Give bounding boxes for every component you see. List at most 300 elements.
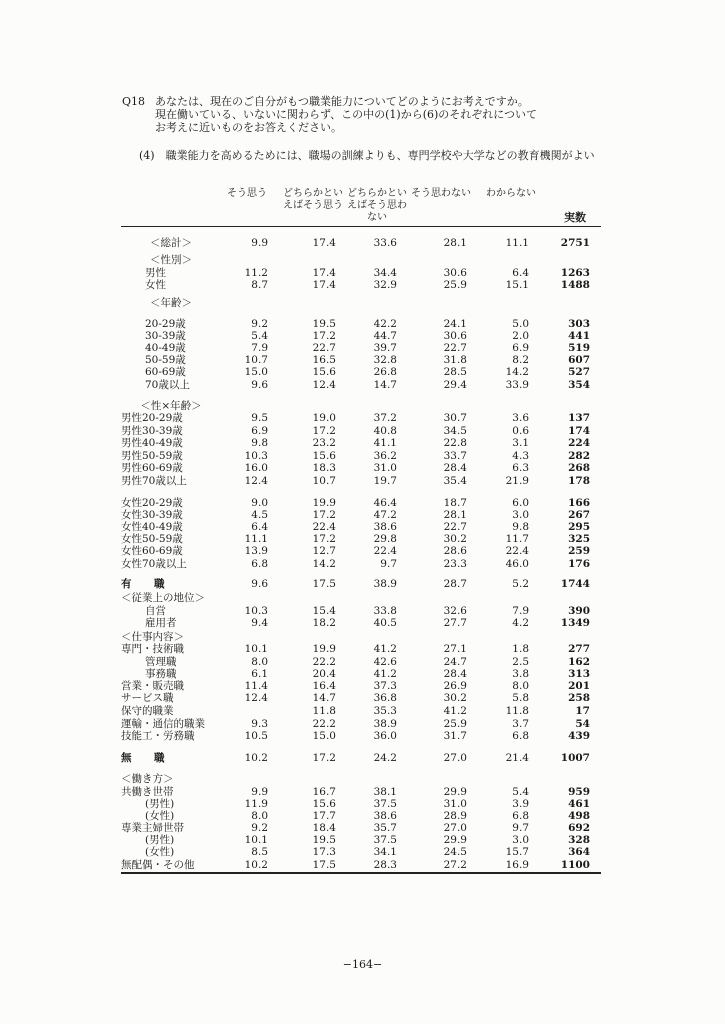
cell-value: 12.4: [244, 692, 268, 704]
row-label: (女性): [145, 810, 175, 822]
cell-value: 22.4: [505, 545, 529, 557]
cell-count: 461: [568, 798, 590, 810]
table-row: [0, 668, 725, 680]
row-label: 専門・技術職: [121, 643, 184, 655]
cell-value: 7.9: [251, 342, 268, 354]
cell-value: 3.8: [512, 668, 529, 680]
cell-value: 28.4: [443, 462, 467, 474]
cell-count: 607: [568, 354, 590, 366]
cell-value: 27.7: [443, 617, 467, 629]
cell-value: 22.2: [312, 656, 336, 668]
row-label: 無配偶・その他: [121, 859, 195, 871]
cell-value: 22.7: [443, 342, 467, 354]
cell-value: 17.7: [312, 810, 336, 822]
cell-value: 33.7: [443, 450, 467, 462]
table-row: [0, 859, 725, 871]
cell-value: 6.3: [512, 462, 529, 474]
cell-value: 23.3: [443, 558, 467, 570]
row-label: 女性60-69歳: [121, 545, 183, 557]
cell-count: 295: [568, 521, 590, 533]
row-label: 20-29歳: [145, 318, 186, 330]
cell-value: 2.0: [512, 330, 529, 342]
cell-count: 439: [568, 730, 590, 742]
cell-value: 6.8: [251, 558, 268, 570]
cell-value: 34.4: [373, 267, 397, 279]
question-line-3: お考えに近いものをお答えください。: [155, 121, 342, 134]
page-number: −164−: [342, 958, 383, 971]
table-row: [0, 412, 725, 424]
table-row: [0, 267, 725, 279]
cell-value: 4.3: [512, 450, 529, 462]
cell-value: 17.2: [312, 752, 336, 764]
cell-value: 46.4: [373, 497, 397, 509]
cell-value: 0.6: [512, 425, 529, 437]
cell-value: 9.7: [380, 558, 397, 570]
table-row: [0, 786, 725, 798]
row-label: ＜総計＞: [150, 237, 192, 249]
cell-value: 26.9: [443, 680, 467, 692]
col-header-count: 実数: [564, 211, 586, 224]
table-row: [0, 680, 725, 692]
cell-value: 21.9: [505, 475, 529, 487]
cell-value: 35.7: [373, 822, 397, 834]
cell-count: 162: [568, 656, 590, 668]
table-row: [0, 297, 725, 309]
table-row: [0, 605, 725, 617]
cell-count: 313: [568, 668, 590, 680]
cell-value: 11.8: [312, 705, 336, 717]
table-row: [0, 631, 725, 643]
cell-value: 38.6: [373, 810, 397, 822]
table-row: [0, 330, 725, 342]
cell-value: 9.6: [251, 379, 268, 391]
cell-value: 41.1: [373, 437, 397, 449]
cell-value: 12.7: [312, 545, 336, 557]
cell-value: 6.4: [251, 521, 268, 533]
cell-value: 10.7: [312, 475, 336, 487]
table-row: [0, 462, 725, 474]
row-label: 女性40-49歳: [121, 521, 183, 533]
cell-value: 19.5: [312, 834, 336, 846]
cell-value: 10.2: [244, 859, 268, 871]
cell-value: 9.5: [251, 412, 268, 424]
row-label: ＜年齢＞: [150, 297, 192, 309]
cell-value: 17.3: [312, 846, 336, 858]
cell-value: 28.3: [373, 859, 397, 871]
row-label: 運輸・通信的職業: [121, 718, 205, 730]
cell-value: 14.2: [312, 558, 336, 570]
row-label: 共働き世帯: [121, 786, 174, 798]
cell-value: 17.4: [312, 237, 336, 249]
cell-value: 38.1: [373, 786, 397, 798]
row-label: 男性: [145, 267, 166, 279]
cell-value: 21.4: [505, 752, 529, 764]
cell-value: 27.0: [443, 752, 467, 764]
cell-value: 28.9: [443, 810, 467, 822]
col-header-somewhat-agree: どちらかとい えばそう思う: [283, 188, 343, 211]
table-row: [0, 730, 725, 742]
cell-value: 8.0: [251, 810, 268, 822]
cell-value: 24.2: [373, 752, 397, 764]
cell-value: 3.9: [512, 798, 529, 810]
cell-value: 14.2: [505, 366, 529, 378]
cell-count: 17: [575, 705, 590, 717]
cell-count: 259: [568, 545, 590, 557]
cell-value: 3.0: [512, 834, 529, 846]
question-line-2: 現在働いている、いないに関わらず、この中の(1)から(6)のそれぞれについて: [155, 108, 538, 121]
cell-value: 41.2: [373, 668, 397, 680]
cell-value: 10.5: [244, 730, 268, 742]
cell-value: 11.7: [505, 533, 529, 545]
row-label: 女性: [145, 279, 166, 291]
col-header-agree: そう思う: [227, 188, 267, 199]
table-row: [0, 643, 725, 655]
cell-value: 9.8: [251, 437, 268, 449]
table-row: [0, 400, 725, 412]
cell-value: 10.7: [244, 354, 268, 366]
row-label: 60-69歳: [145, 366, 186, 378]
col-header-disagree: そう思わない: [411, 188, 471, 199]
cell-value: 24.5: [443, 846, 467, 858]
col-header-somewhat-disagree: どちらかとい えばそう思わ ない: [347, 188, 407, 223]
cell-value: 37.2: [373, 412, 397, 424]
row-label: 女性70歳以上: [121, 558, 187, 570]
cell-value: 9.9: [251, 237, 268, 249]
cell-value: 3.0: [512, 509, 529, 521]
cell-value: 30.6: [443, 330, 467, 342]
table-row: [0, 822, 725, 834]
table-row: [0, 437, 725, 449]
cell-value: 3.6: [512, 412, 529, 424]
cell-count: 176: [568, 558, 590, 570]
table-row: [0, 718, 725, 730]
cell-value: 8.5: [251, 846, 268, 858]
cell-value: 13.9: [244, 545, 268, 557]
cell-value: 24.7: [443, 656, 467, 668]
cell-value: 6.4: [512, 267, 529, 279]
cell-count: 1263: [560, 267, 590, 279]
cell-count: 277: [568, 643, 590, 655]
row-label: ＜働き方＞: [121, 773, 174, 785]
row-label: 女性20-29歳: [121, 497, 183, 509]
cell-value: 15.7: [505, 846, 529, 858]
cell-value: 10.3: [244, 605, 268, 617]
cell-value: 17.5: [312, 859, 336, 871]
cell-value: 22.2: [312, 718, 336, 730]
cell-count: 2751: [560, 237, 590, 249]
cell-value: 10.1: [244, 834, 268, 846]
row-label: 男性40-49歳: [121, 437, 183, 449]
cell-count: 1100: [560, 859, 590, 871]
cell-value: 35.4: [443, 475, 467, 487]
table-row: [0, 450, 725, 462]
cell-value: 23.2: [312, 437, 336, 449]
cell-value: 9.4: [251, 617, 268, 629]
cell-value: 15.6: [312, 366, 336, 378]
row-label: 専業主婦世帯: [121, 822, 184, 834]
table-row: [0, 752, 725, 764]
cell-value: 31.0: [443, 798, 467, 810]
cell-value: 28.4: [443, 668, 467, 680]
cell-value: 41.2: [443, 705, 467, 717]
cell-value: 18.2: [312, 617, 336, 629]
row-label: 30-39歳: [145, 330, 186, 342]
cell-value: 8.7: [251, 279, 268, 291]
cell-count: 441: [568, 330, 590, 342]
table-row: [0, 692, 725, 704]
cell-count: 166: [568, 497, 590, 509]
cell-value: 2.5: [512, 656, 529, 668]
cell-value: 9.0: [251, 497, 268, 509]
cell-value: 29.8: [373, 533, 397, 545]
cell-count: 364: [568, 846, 590, 858]
cell-value: 12.4: [244, 475, 268, 487]
row-label: 技能工・労務職: [121, 730, 195, 742]
table-row: [0, 810, 725, 822]
cell-count: 303: [568, 318, 590, 330]
cell-value: 5.4: [512, 786, 529, 798]
row-label: 有 職: [121, 578, 171, 590]
cell-count: 959: [568, 786, 590, 798]
cell-value: 26.8: [373, 366, 397, 378]
cell-value: 6.0: [512, 497, 529, 509]
cell-value: 4.5: [251, 509, 268, 521]
cell-value: 32.6: [443, 605, 467, 617]
table-row: [0, 798, 725, 810]
cell-value: 30.2: [443, 692, 467, 704]
cell-value: 5.8: [512, 692, 529, 704]
cell-value: 9.9: [251, 786, 268, 798]
cell-value: 19.0: [312, 412, 336, 424]
cell-value: 42.2: [373, 318, 397, 330]
row-label: 50-59歳: [145, 354, 186, 366]
cell-value: 47.2: [373, 509, 397, 521]
cell-value: 24.1: [443, 318, 467, 330]
cell-value: 37.5: [373, 798, 397, 810]
cell-value: 6.8: [512, 730, 529, 742]
row-label: ＜従業上の地位＞: [121, 592, 205, 604]
row-label: ＜仕事内容＞: [121, 631, 184, 643]
table-row: [0, 834, 725, 846]
cell-value: 10.2: [244, 752, 268, 764]
table-row: [0, 773, 725, 785]
cell-value: 11.9: [244, 798, 268, 810]
cell-value: 37.3: [373, 680, 397, 692]
cell-value: 37.5: [373, 834, 397, 846]
row-label: 保守的職業: [121, 705, 174, 717]
row-label: 自営: [145, 605, 166, 617]
cell-value: 36.8: [373, 692, 397, 704]
cell-value: 33.6: [373, 237, 397, 249]
cell-value: 27.0: [443, 822, 467, 834]
row-label: (男性): [145, 798, 175, 810]
row-label: ＜性×年齢＞: [140, 400, 202, 412]
cell-value: 28.1: [443, 237, 467, 249]
row-label: 女性30-39歳: [121, 509, 183, 521]
cell-value: 33.9: [505, 379, 529, 391]
cell-value: 16.4: [312, 680, 336, 692]
cell-value: 6.1: [251, 668, 268, 680]
table-row: [0, 617, 725, 629]
table-row: [0, 509, 725, 521]
table-row: [0, 545, 725, 557]
cell-count: 1007: [560, 752, 590, 764]
cell-count: 258: [568, 692, 590, 704]
cell-count: 267: [568, 509, 590, 521]
cell-value: 6.8: [512, 810, 529, 822]
cell-value: 17.2: [312, 509, 336, 521]
cell-value: 11.1: [244, 533, 268, 545]
cell-value: 10.3: [244, 450, 268, 462]
cell-value: 16.9: [505, 859, 529, 871]
cell-value: 8.2: [512, 354, 529, 366]
table-row: [0, 279, 725, 291]
row-label: 管理職: [145, 656, 177, 668]
cell-value: 41.2: [373, 643, 397, 655]
table-row: [0, 521, 725, 533]
cell-value: 11.8: [505, 705, 529, 717]
table-row: [0, 475, 725, 487]
table-row: [0, 592, 725, 604]
cell-value: 15.0: [244, 366, 268, 378]
cell-value: 30.7: [443, 412, 467, 424]
cell-value: 8.0: [512, 680, 529, 692]
cell-value: 15.6: [312, 450, 336, 462]
cell-value: 19.9: [312, 497, 336, 509]
cell-value: 5.0: [512, 318, 529, 330]
cell-value: 17.4: [312, 279, 336, 291]
table-row: [0, 354, 725, 366]
cell-value: 20.4: [312, 668, 336, 680]
cell-value: 5.4: [251, 330, 268, 342]
cell-value: 33.8: [373, 605, 397, 617]
cell-value: 9.2: [251, 822, 268, 834]
cell-count: 328: [568, 834, 590, 846]
cell-value: 17.2: [312, 533, 336, 545]
cell-value: 8.0: [251, 656, 268, 668]
row-label: サービス職: [121, 692, 174, 704]
row-label: 営業・販売職: [121, 680, 184, 692]
cell-value: 11.1: [505, 237, 529, 249]
cell-value: 17.2: [312, 330, 336, 342]
cell-count: 692: [568, 822, 590, 834]
cell-value: 25.9: [443, 718, 467, 730]
cell-value: 31.7: [443, 730, 467, 742]
cell-value: 46.0: [505, 558, 529, 570]
table-row: [0, 533, 725, 545]
row-label: 男性50-59歳: [121, 450, 183, 462]
cell-value: 28.7: [443, 578, 467, 590]
row-label: 70歳以上: [145, 379, 190, 391]
row-label: ＜性別＞: [150, 254, 192, 266]
cell-value: 9.8: [512, 521, 529, 533]
table-row: [0, 237, 725, 249]
cell-value: 17.2: [312, 425, 336, 437]
cell-value: 32.9: [373, 279, 397, 291]
cell-value: 3.1: [512, 437, 529, 449]
cell-value: 19.9: [312, 643, 336, 655]
table-row: [0, 366, 725, 378]
cell-value: 6.9: [512, 342, 529, 354]
cell-count: 54: [575, 718, 590, 730]
cell-value: 3.7: [512, 718, 529, 730]
cell-count: 527: [568, 366, 590, 378]
cell-value: 18.7: [443, 497, 467, 509]
table-row: [0, 318, 725, 330]
cell-value: 14.7: [373, 379, 397, 391]
cell-value: 28.6: [443, 545, 467, 557]
cell-value: 10.1: [244, 643, 268, 655]
cell-value: 30.6: [443, 267, 467, 279]
cell-value: 22.4: [373, 545, 397, 557]
cell-value: 18.4: [312, 822, 336, 834]
cell-value: 40.5: [373, 617, 397, 629]
cell-value: 35.3: [373, 705, 397, 717]
cell-value: 38.9: [373, 718, 397, 730]
cell-value: 15.0: [312, 730, 336, 742]
cell-value: 11.2: [244, 267, 268, 279]
cell-value: 17.5: [312, 578, 336, 590]
cell-value: 27.2: [443, 859, 467, 871]
cell-value: 32.8: [373, 354, 397, 366]
cell-value: 29.9: [443, 834, 467, 846]
row-label: 雇用者: [145, 617, 177, 629]
cell-count: 282: [568, 450, 590, 462]
cell-value: 22.7: [443, 521, 467, 533]
table-row: [0, 254, 725, 266]
cell-count: 390: [568, 605, 590, 617]
cell-value: 16.7: [312, 786, 336, 798]
cell-count: 498: [568, 810, 590, 822]
bottom-rule: [121, 872, 601, 874]
cell-value: 42.6: [373, 656, 397, 668]
cell-count: 178: [568, 475, 590, 487]
cell-value: 31.8: [443, 354, 467, 366]
row-label: 男性60-69歳: [121, 462, 183, 474]
cell-count: 1744: [560, 578, 590, 590]
cell-value: 19.7: [373, 475, 397, 487]
cell-value: 15.1: [505, 279, 529, 291]
cell-count: 1349: [560, 617, 590, 629]
question-number: Q18: [122, 95, 146, 108]
cell-value: 7.9: [512, 605, 529, 617]
cell-count: 519: [568, 342, 590, 354]
table-row: [0, 379, 725, 391]
cell-value: 15.6: [312, 798, 336, 810]
cell-value: 5.2: [512, 578, 529, 590]
row-label: 事務職: [145, 668, 177, 680]
cell-value: 39.7: [373, 342, 397, 354]
table-row: [0, 425, 725, 437]
row-label: 女性50-59歳: [121, 533, 183, 545]
cell-value: 36.0: [373, 730, 397, 742]
cell-value: 36.2: [373, 450, 397, 462]
cell-value: 11.4: [244, 680, 268, 692]
table-row: [0, 558, 725, 570]
table-row: [0, 497, 725, 509]
cell-value: 17.4: [312, 267, 336, 279]
cell-value: 28.1: [443, 509, 467, 521]
cell-count: 137: [568, 412, 590, 424]
cell-value: 27.1: [443, 643, 467, 655]
cell-count: 268: [568, 462, 590, 474]
cell-value: 28.5: [443, 366, 467, 378]
cell-value: 29.9: [443, 786, 467, 798]
cell-value: 40.8: [373, 425, 397, 437]
col-header-dont-know: わからない: [486, 188, 536, 199]
cell-value: 19.5: [312, 318, 336, 330]
cell-value: 30.2: [443, 533, 467, 545]
